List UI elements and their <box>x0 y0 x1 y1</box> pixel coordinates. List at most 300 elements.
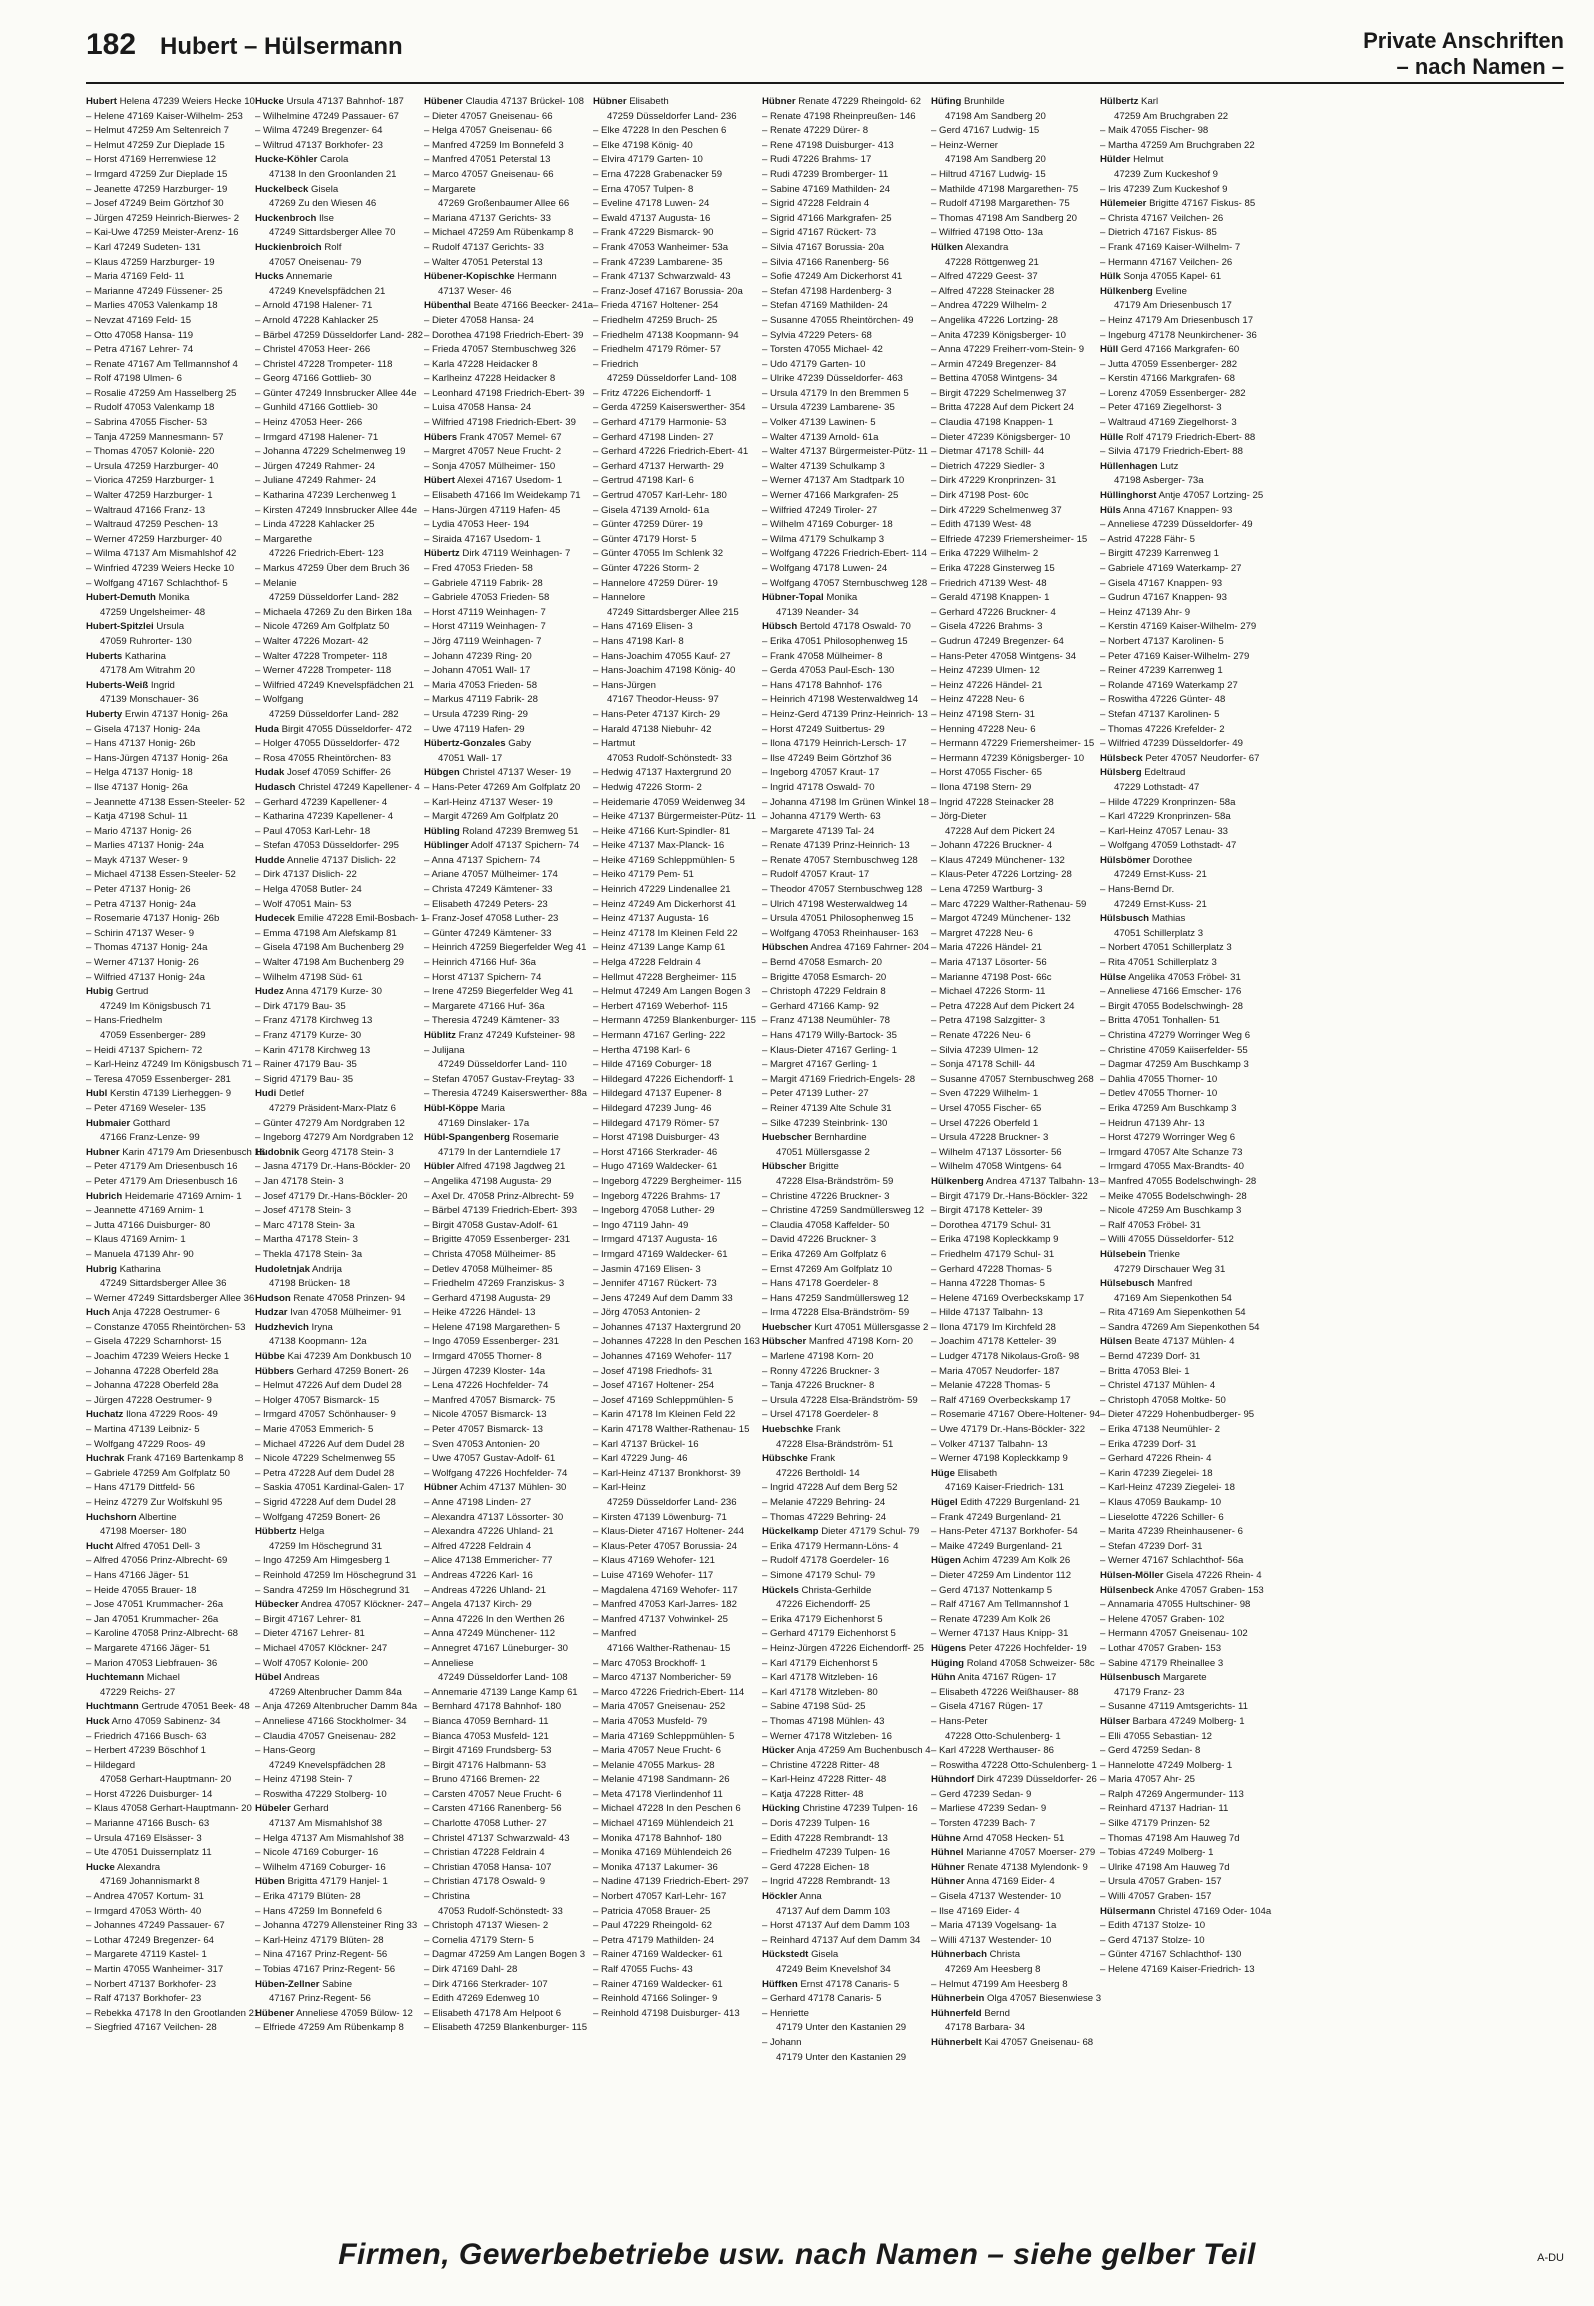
surname: Hübener-Kopischke <box>424 271 515 283</box>
directory-entry <box>762 1058 924 1073</box>
entry-text: – Dieter 47167 Lehrer- 81 <box>255 1628 365 1640</box>
directory-entry <box>1100 1540 1262 1555</box>
entry-text: – Klaus-Dieter 47167 Holtener- 244 <box>593 1526 744 1538</box>
entry-text: – Ursula 47228 Elsa-Brändström- 59 <box>762 1394 918 1406</box>
entry-text: – Armin 47249 Bregenzer- 84 <box>931 358 1057 370</box>
directory-entry <box>931 854 1093 869</box>
directory-entry <box>255 343 417 358</box>
entry-text: – Christine 47059 Kaiiserfelder- 55 <box>1100 1044 1248 1056</box>
entry-text: 47239 Zum Kuckeshof 9 <box>1114 168 1218 180</box>
entry-text: – Jeannette 47169 Arnim- 1 <box>86 1205 204 1217</box>
entry-text: – Horst 47137 Spichern- 74 <box>424 971 542 983</box>
entry-text: – Irmgard 47259 Zur Dieplade 15 <box>86 168 228 180</box>
directory-entry <box>931 314 1093 329</box>
directory-entry <box>255 1321 417 1336</box>
entry-text: – Margarete 47166 Jäger- 51 <box>86 1642 211 1654</box>
directory-entry <box>424 139 586 154</box>
directory-entry <box>762 445 928 460</box>
entry-text: – Alexandra 47226 Uhland- 21 <box>424 1526 554 1538</box>
directory-entry <box>255 1044 417 1059</box>
directory-entry <box>255 1219 417 1234</box>
directory-entry <box>931 1175 1099 1190</box>
directory-entry <box>255 985 417 1000</box>
directory-entry <box>931 1233 1093 1248</box>
directory-entry <box>86 854 248 869</box>
entry-text: – Friedrich <box>593 358 639 370</box>
directory-entry <box>86 971 248 986</box>
entry-text: Kerstin 47139 Lierheggen- 9 <box>110 1088 232 1100</box>
entry-text: – Werner 47137 Honig- 26 <box>86 957 199 969</box>
directory-entry <box>931 752 1093 767</box>
entry-text: – Sigrid 47228 Feldrain 4 <box>762 198 870 210</box>
entry-text: – Bianca 47053 Musfeld- 121 <box>424 1730 549 1742</box>
directory-entry <box>86 898 248 913</box>
surname: Hülsenbusch <box>1100 1672 1161 1684</box>
directory-entry <box>1100 1700 1262 1715</box>
directory-entry <box>593 110 755 125</box>
directory-entry <box>931 1219 1093 1234</box>
entry-text: – Klaus 47259 Harzburger- 19 <box>86 256 215 268</box>
directory-entry <box>762 1321 929 1336</box>
directory-entry <box>593 139 755 154</box>
entry-text: – Günter 47249 Kämtener- 33 <box>424 927 552 939</box>
directory-entry <box>593 1365 755 1380</box>
entry-text: 47259 Düsseldorfer Land- 236 <box>607 1497 737 1508</box>
entry-text: 47167 Theodor-Heuss- 97 <box>607 694 719 706</box>
entry-text: – Doris 47239 Tulpen- 16 <box>762 1818 870 1830</box>
directory-entry <box>86 752 248 767</box>
entry-text: – Paul 47229 Rheingold- 62 <box>593 1920 712 1932</box>
entry-text: Hermann <box>517 271 557 283</box>
entry-text: 47279 Dirschauer Weg 31 <box>1114 1263 1226 1275</box>
entry-text: – Ingeborg 47279 Am Nordgraben 12 <box>255 1132 414 1144</box>
directory-entry <box>762 1744 931 1759</box>
directory-entry <box>931 139 1093 154</box>
directory-entry <box>255 810 417 825</box>
entry-text: – Karl-Heinz 47057 Lenau- 33 <box>1100 825 1229 837</box>
directory-entry <box>1100 168 1262 183</box>
entry-text: – Hans 47178 Goerdeler- 8 <box>762 1278 879 1290</box>
directory-entry <box>931 226 1093 241</box>
surname: Huchtmann <box>86 1701 139 1713</box>
directory-entry <box>593 270 755 285</box>
entry-text: – Hilde 47137 Talbahn- 13 <box>931 1307 1043 1319</box>
directory-entry <box>762 139 924 154</box>
entry-text: – Irmgard 47053 Wörth- 40 <box>86 1905 202 1917</box>
entry-text: – Lydia 47053 Heer- 194 <box>424 519 530 531</box>
directory-entry <box>931 1408 1101 1423</box>
directory-entry <box>86 1802 252 1817</box>
entry-text: – Frank 47137 Schwarzwald- 43 <box>593 271 731 283</box>
directory-entry <box>762 387 924 402</box>
directory-entry <box>762 183 924 198</box>
directory-entry <box>255 1379 417 1394</box>
entry-text: 47169 Kaiser-Friedrich- 131 <box>945 1482 1064 1494</box>
entry-text: – Saskia 47051 Kardinal-Galen- 17 <box>255 1482 405 1494</box>
directory-entry <box>931 1598 1093 1613</box>
surname: Huberts-Weiß <box>86 679 149 691</box>
entry-text: – Waltraud 47259 Peschen- 13 <box>86 519 218 531</box>
entry-text: – Ronny 47226 Bruckner- 3 <box>762 1365 880 1377</box>
entry-text: – Manfred 47055 Bodelschwingh- 28 <box>1100 1175 1257 1187</box>
directory-entry <box>424 1335 586 1350</box>
directory-entry <box>762 1598 924 1613</box>
entry-text: – Anna 47229 Freiherr-vom-Stein- 9 <box>931 344 1085 356</box>
entry-text: – Joachim 47178 Ketteler- 39 <box>931 1336 1057 1348</box>
entry-text: – Jose 47051 Krummacher- 26a <box>86 1599 224 1611</box>
entry-text: – Helmut 47259 Am Seltenreich 7 <box>86 125 229 137</box>
entry-text: Franz 47249 Kufsteiner- 98 <box>458 1030 575 1041</box>
entry-text: – Alfred 47229 Geest- 37 <box>931 271 1038 283</box>
directory-entry <box>593 285 755 300</box>
entry-text: – Petra 47179 Mathilden- 24 <box>593 1934 715 1946</box>
entry-text: – Manfred 47137 Vohwinkel- 25 <box>593 1613 728 1625</box>
directory-entry <box>255 693 417 708</box>
directory-entry <box>424 1350 586 1365</box>
entry-text: – Dagmar 47259 Am Buschkamp 3 <box>1100 1059 1249 1071</box>
entry-text: – Heinz-Jürgen 47226 Eichendorff- 25 <box>762 1642 924 1654</box>
directory-entry <box>1100 460 1262 475</box>
entry-text: – Wolfgang 47057 Sternbuschweg 128 <box>762 577 928 589</box>
directory-entry <box>424 1817 586 1832</box>
entry-text: – Annamaria 47055 Hultschiner- 98 <box>1100 1599 1251 1611</box>
directory-entry <box>1100 1496 1262 1511</box>
entry-text: – Theodor 47057 Sternbuschweg 128 <box>762 884 923 896</box>
entry-text: 47137 Auf dem Damm 103 <box>776 1905 891 1917</box>
surname: Hügens <box>931 1642 967 1654</box>
entry-text: – Eveline 47178 Luwen- 24 <box>593 198 710 210</box>
directory-entry <box>931 1715 1093 1730</box>
entry-text: 47249 Beim Knevelshof 34 <box>776 1964 891 1975</box>
directory-entry <box>424 1146 586 1161</box>
directory-entry <box>424 1394 586 1409</box>
entry-text: – Irmgard 47169 Waldecker- 61 <box>593 1248 728 1260</box>
directory-entry <box>424 1087 586 1102</box>
entry-text: Peter 47226 Hochfelder- 19 <box>968 1642 1087 1654</box>
directory-entry <box>424 1029 586 1044</box>
directory-entry <box>762 1073 924 1088</box>
entry-text: – Helene 47169 Kaiser-Friedrich- 13 <box>1100 1964 1255 1975</box>
entry-text: Achim 47137 Mühlen- 30 <box>459 1482 567 1494</box>
entry-text: – Wilfried 47198 Otto- 13a <box>931 227 1043 239</box>
directory-entry <box>931 912 1093 927</box>
directory-entry <box>424 1044 586 1059</box>
directory-entry <box>424 504 586 519</box>
entry-text: – Werner 47167 Schlachthof- 56a <box>1100 1555 1244 1567</box>
directory-entry <box>86 401 248 416</box>
directory-entry <box>762 1992 924 2007</box>
directory-entry <box>86 431 248 446</box>
entry-text: – Karl-Heinz 47239 Ziegelei- 18 <box>1100 1482 1235 1494</box>
directory-entry <box>86 1233 248 1248</box>
directory-entry <box>762 168 924 183</box>
directory-entry <box>86 1190 248 1205</box>
directory-entry <box>762 1759 924 1774</box>
entry-text: – Bettina 47058 Wintgens- 34 <box>931 373 1058 385</box>
entry-text: – Jutta 47166 Duisburger- 80 <box>86 1219 211 1231</box>
directory-entry <box>86 1540 248 1555</box>
directory-entry <box>255 1146 417 1161</box>
surname: Hülsebusch <box>1100 1278 1155 1290</box>
entry-text: Rolf 47179 Friedrich-Ebert- 88 <box>1126 431 1256 443</box>
entry-text: Gerd 47166 Markgrafen- 60 <box>1120 344 1240 356</box>
surname: Hubl <box>86 1088 108 1100</box>
directory-entry <box>255 971 417 986</box>
directory-entry <box>255 1671 417 1686</box>
entry-text: – Birgitt 47239 Karrenweg 1 <box>1100 548 1219 560</box>
entry-text: – Bernhard 47178 Bahnhof- 180 <box>424 1701 562 1713</box>
directory-entry <box>255 679 417 694</box>
entry-text: Anna 47167 Knappen- 93 <box>1122 504 1233 516</box>
entry-text: – Wilma 47179 Schulkamp 3 <box>762 533 885 545</box>
entry-text: – Hans-Bernd Dr. <box>1100 884 1175 896</box>
surname: Hucke <box>86 1861 115 1873</box>
directory-entry <box>762 620 924 635</box>
entry-text: – Josef 47178 Stein- 3 <box>255 1205 352 1217</box>
directory-entry <box>762 1773 924 1788</box>
entry-text: – Hans-Peter 47269 Am Golfplatz 20 <box>424 781 581 793</box>
surname: Hüls <box>1100 504 1121 516</box>
directory-entry <box>1100 1248 1262 1263</box>
directory-entry <box>762 723 924 738</box>
entry-text: – Heinz 47139 Ahr- 9 <box>1100 606 1191 618</box>
directory-entry <box>1100 329 1262 344</box>
directory-entry <box>424 256 586 271</box>
entry-text: – Elisabeth 47166 Im Weidekamp 71 <box>424 490 581 502</box>
entry-text: – Helga 47137 Am Mismahlshof 38 <box>255 1832 404 1844</box>
directory-entry <box>1100 1919 1262 1934</box>
entry-text: – Peter 47169 Ziegelhorst- 3 <box>1100 402 1222 414</box>
directory-entry <box>931 1700 1093 1715</box>
entry-text: – Hildegard 47239 Jung- 46 <box>593 1102 712 1114</box>
entry-text: – Hermann 47167 Gerling- 222 <box>593 1030 726 1041</box>
directory-entry <box>424 460 586 475</box>
entry-text: – Volker 47137 Talbahn- 13 <box>931 1438 1048 1450</box>
entry-text: – Jürgen 47259 Heinrich-Bierwes- 2 <box>86 212 240 224</box>
entry-text: – Roswitha 47226 Günter- 48 <box>1100 694 1226 706</box>
entry-text: Anke 47057 Graben- 153 <box>1156 1584 1264 1596</box>
directory-entry <box>424 1598 586 1613</box>
entry-text: – Werner 47166 Markgrafen- 25 <box>762 490 899 502</box>
directory-entry <box>762 1306 924 1321</box>
directory-entry <box>255 1350 417 1365</box>
directory-entry <box>424 1569 586 1584</box>
directory-entry <box>86 1365 248 1380</box>
directory-entry <box>86 256 248 271</box>
directory-entry <box>424 358 586 373</box>
directory-entry <box>86 1292 255 1307</box>
directory-entry <box>424 606 586 621</box>
entry-text: – Christine 47228 Ritter- 48 <box>762 1759 880 1771</box>
directory-entry <box>762 401 924 416</box>
directory-entry <box>424 1467 586 1482</box>
directory-entry <box>931 723 1093 738</box>
directory-entry <box>424 839 586 854</box>
surname: Hüll <box>1100 344 1119 356</box>
entry-text: – Alice 47138 Emmericher- 77 <box>424 1555 553 1567</box>
directory-entry <box>424 1117 586 1132</box>
entry-text: Anita 47167 Rügen- 17 <box>957 1672 1057 1684</box>
directory-entry <box>86 1102 248 1117</box>
entry-text: – Wolfgang 47178 Luwen- 24 <box>762 563 888 574</box>
entry-text: – Heinz 47179 Am Driesenbusch 17 <box>1100 314 1254 326</box>
entry-text: – Gerda 47259 Kaiserswerther- 354 <box>593 402 746 414</box>
entry-text: – Irmgard 47055 Thorner- 8 <box>424 1351 542 1363</box>
directory-entry <box>255 197 417 212</box>
directory-column <box>762 95 931 2225</box>
directory-entry <box>762 1467 924 1482</box>
entry-text: – Udo 47179 Garten- 10 <box>762 358 866 370</box>
directory-entry <box>931 1379 1093 1394</box>
directory-entry <box>255 868 417 883</box>
entry-text: – Bruno 47166 Bremen- 22 <box>424 1774 540 1786</box>
entry-text: – Hans 47169 Elisen- 3 <box>593 621 693 633</box>
footer-code: A-DU <box>1537 2252 1564 2264</box>
entry-text: – Petra 47167 Lehrer- 74 <box>86 344 194 356</box>
directory-entry <box>931 489 1093 504</box>
directory-entry <box>762 1948 924 1963</box>
entry-text: – Karl-Heinz 47137 Weser- 19 <box>424 796 553 808</box>
directory-entry <box>931 1744 1093 1759</box>
entry-text: – Gerhard 47226 Rhein- 4 <box>1100 1453 1212 1465</box>
entry-text: – Irma 47228 Elsa-Brändström- 59 <box>762 1307 910 1319</box>
directory-entry <box>593 1292 755 1307</box>
name-range: Hubert – Hülsermann <box>160 33 403 60</box>
entry-text: Roland 47239 Bremweg 51 <box>462 825 579 837</box>
entry-text: – Peter 47169 Kaiser-Wilhelm- 279 <box>1100 650 1250 662</box>
directory-entry <box>1100 1204 1262 1219</box>
entry-text: Alexandra <box>965 241 1009 253</box>
entry-text: – Gisela 47226 Brahms- 3 <box>931 621 1043 633</box>
entry-text: Kai 47239 Am Donkbusch 10 <box>287 1351 412 1363</box>
directory-entry <box>593 1934 755 1949</box>
directory-entry <box>762 591 924 606</box>
directory-entry <box>86 1511 248 1526</box>
directory-entry <box>255 1204 417 1219</box>
entry-text: – Ralf 47167 Am Tellmannshof 1 <box>931 1599 1069 1611</box>
entry-text: – Horst 47279 Worringer Weg 6 <box>1100 1132 1236 1144</box>
entry-text: 47198 Asberger- 73a <box>1114 475 1204 487</box>
directory-entry <box>424 518 586 533</box>
directory-entry <box>931 2007 1093 2022</box>
entry-text: – Edith 47228 Rembrandt- 13 <box>762 1832 888 1844</box>
directory-entry <box>255 1817 417 1832</box>
entry-text: – Horst 47166 Sterkrader- 46 <box>593 1146 718 1158</box>
entry-text: Anna 47179 Kurze- 30 <box>285 986 382 998</box>
entry-text: – Martha 47178 Stein- 3 <box>255 1234 358 1246</box>
entry-text: Alfred 47051 Dell- 3 <box>115 1540 201 1552</box>
directory-entry <box>931 212 1093 227</box>
entry-text: – Rebekka 47178 In den Grootlanden 21 <box>86 2007 260 2019</box>
directory-entry <box>86 606 248 621</box>
directory-entry <box>424 796 586 811</box>
directory-entry <box>1100 95 1262 110</box>
entry-text: – Emma 47198 Am Alefskamp 81 <box>255 927 397 939</box>
directory-entry <box>1100 1759 1262 1774</box>
directory-entry <box>762 1365 924 1380</box>
directory-entry <box>593 971 755 986</box>
entry-text: – Dirk 47229 Kronprinzen- 31 <box>931 475 1057 487</box>
entry-text: – Stefan 47137 Karolinen- 5 <box>1100 708 1220 720</box>
entry-text: – Thomas 47057 Koloniè- 220 <box>86 446 215 458</box>
surname: Huchtemann <box>86 1672 145 1684</box>
entry-text: – Wilhelmine 47249 Passauer- 67 <box>255 110 399 122</box>
surname: Hückels <box>762 1584 799 1596</box>
entry-text: – Stefan 47239 Dorf- 31 <box>1100 1540 1203 1552</box>
entry-text: Renate 47058 Prinzen- 94 <box>293 1292 406 1304</box>
directory-entry <box>86 1073 248 1088</box>
directory-entry <box>1100 110 1262 125</box>
directory-entry <box>931 1073 1093 1088</box>
surname: Huck <box>86 1715 110 1727</box>
entry-text: – Erika 47259 Am Buschkamp 3 <box>1100 1102 1237 1114</box>
entry-text: – Roswitha 47228 Otto-Schulenberg- 1 <box>931 1759 1097 1771</box>
directory-entry <box>762 533 924 548</box>
entry-text: 47138 Koopmann- 12a <box>269 1336 367 1348</box>
directory-entry <box>86 299 248 314</box>
entry-text: – Martina 47139 Leibniz- 5 <box>86 1424 200 1436</box>
directory-entry <box>255 1160 417 1175</box>
directory-entry <box>931 1335 1093 1350</box>
entry-text: – Elli 47055 Sebastian- 12 <box>1100 1730 1213 1742</box>
surname: Hübert <box>424 475 455 487</box>
directory-entry <box>762 562 924 577</box>
entry-text: – Heinz 47226 Händel- 21 <box>931 679 1043 691</box>
entry-text: – Maria 47226 Händel- 21 <box>931 942 1042 954</box>
entry-text: – Christel 47137 Mühlen- 4 <box>1100 1380 1216 1392</box>
entry-text: 47198 Brücken- 18 <box>269 1278 351 1290</box>
entry-text: – Hiltrud 47167 Ludwig- 15 <box>931 168 1046 180</box>
entry-text: – Dagmar 47259 Am Langen Bogen 3 <box>424 1949 586 1961</box>
directory-entry <box>762 1642 924 1657</box>
entry-text: – Wolfgang 47226 Hochfelder- 74 <box>424 1467 568 1479</box>
entry-text: – Maria 47053 Musfeld- 79 <box>593 1715 708 1727</box>
entry-text: – Jennifer 47167 Rückert- 73 <box>593 1278 717 1290</box>
entry-text: – Marco 47137 Nombericher- 59 <box>593 1672 732 1684</box>
entry-text: – Lena 47226 Hochfelder- 74 <box>424 1380 549 1392</box>
entry-text: 47269 Großenbaumer Allee 66 <box>438 198 570 210</box>
directory-entry <box>931 401 1093 416</box>
entry-text: – Heike 47169 Schleppmühlen- 5 <box>593 854 735 866</box>
directory-entry <box>762 883 924 898</box>
directory-entry <box>931 1467 1093 1482</box>
entry-text: – Hans 47137 Honig- 26b <box>86 738 196 750</box>
entry-text: – Ingrid 47228 Steinacker 28 <box>931 796 1054 808</box>
directory-entry <box>762 693 924 708</box>
directory-entry <box>1100 533 1262 548</box>
entry-text: Arno 47059 Sabinenz- 34 <box>111 1715 221 1727</box>
directory-entry <box>593 1146 755 1161</box>
directory-entry <box>762 110 924 125</box>
directory-entry <box>762 1014 924 1029</box>
entry-text: 47229 Lothstadt- 47 <box>1114 781 1200 793</box>
entry-text: – Nicole 47269 Am Golfplatz 50 <box>255 621 390 633</box>
directory-entry <box>255 1700 417 1715</box>
entry-text: – Theresia 47249 Kaiserswerther- 88a <box>424 1088 588 1100</box>
directory-column <box>593 95 760 2225</box>
entry-text: – Klaus 47169 Arnim- 1 <box>86 1234 186 1246</box>
entry-text: – Jasmin 47169 Elisen- 3 <box>593 1263 701 1275</box>
directory-entry <box>255 1481 417 1496</box>
entry-text: – Maria 47057 Ahr- 25 <box>1100 1774 1195 1786</box>
directory-entry <box>931 2021 1093 2036</box>
entry-text: – Walter 47139 Arnold- 61a <box>762 431 879 443</box>
entry-text: – Hilde 47229 Kronprinzen- 58a <box>1100 796 1236 808</box>
entry-text: – Helga 47137 Honig- 18 <box>86 767 193 779</box>
entry-text: – Christoph 47137 Wiesen- 2 <box>424 1920 549 1932</box>
directory-entry <box>86 1730 248 1745</box>
directory-entry <box>86 1146 266 1161</box>
